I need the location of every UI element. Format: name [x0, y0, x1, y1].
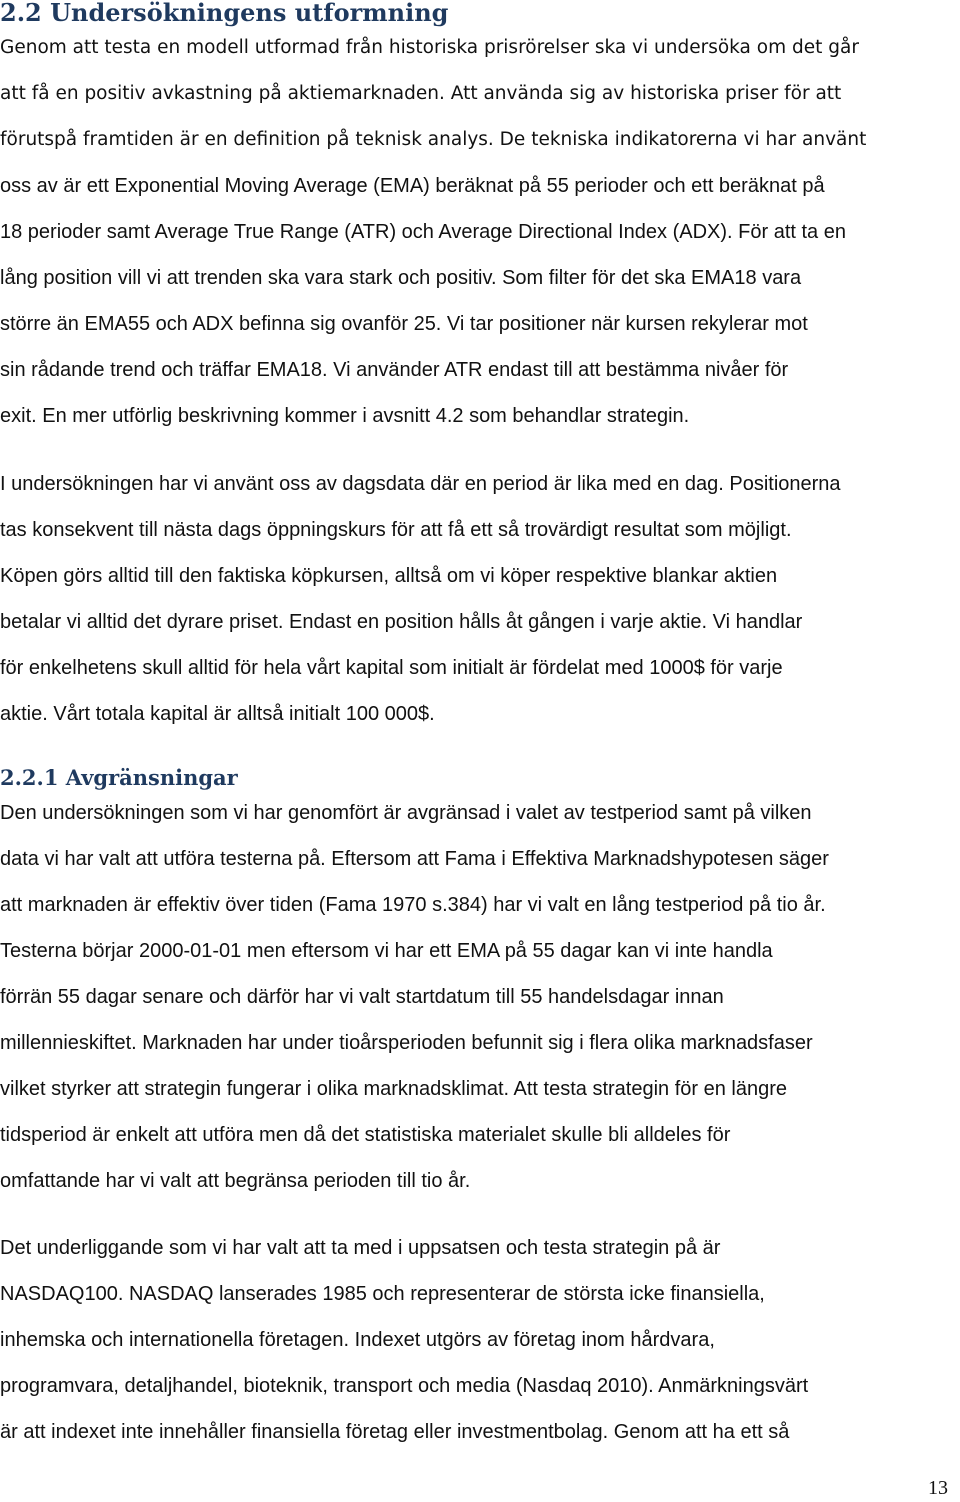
body-line: omfattande har vi valt att begränsa perioden till tio år. [0, 1170, 471, 1192]
body-line: förrän 55 dagar senare och därför har vi valt startdatum till 55 handelsdagar innan [0, 986, 724, 1008]
subsection-heading: 2.2.1 Avgränsningar [0, 765, 238, 790]
body-line: I undersökningen har vi använt oss av dagsdata där en period är lika med en dag. Positionerna [0, 473, 841, 495]
body-line: är att indexet inte innehåller finansiella företag eller investmentbolag. Genom att ha ett så [0, 1421, 790, 1443]
body-line: att få en positiv avkastning på aktiemarknaden. Att använda sig av historiska priser för att [0, 83, 842, 104]
body-line: aktie. Vårt totala kapital är alltså initialt 100 000$. [0, 703, 435, 725]
body-line: Den undersökningen som vi har genomfört är avgränsad i valet av testperiod samt på vilken [0, 802, 812, 824]
body-line: Det underliggande som vi har valt att ta med i uppsatsen och testa strategin på är [0, 1237, 721, 1259]
body-line: betalar vi alltid det dyrare priset. Endast en position hålls åt gången i varje aktie. Vi handlar [0, 611, 803, 633]
body-line: exit. En mer utförlig beskrivning kommer i avsnitt 4.2 som behandlar strategin. [0, 405, 690, 427]
body-line: millennieskiftet. Marknaden har under tioårsperioden befunnit sig i flera olika marknadsfaser [0, 1032, 813, 1054]
body-line: Testerna börjar 2000-01-01 men eftersom vi har ett EMA på 55 dagar kan vi inte handla [0, 940, 773, 962]
body-line: oss av är ett Exponential Moving Average (EMA) beräknat på 55 perioder och ett beräknat på [0, 175, 825, 197]
body-line: Genom att testa en modell utformad från historiska prisrörelser ska vi undersöka om det går [0, 37, 859, 58]
body-line: för enkelhetens skull alltid för hela vårt kapital som initialt är fördelat med 1000$ för varje [0, 657, 783, 679]
body-line: lång position vill vi att trenden ska vara stark och positiv. Som filter för det ska EMA18 vara [0, 267, 802, 289]
body-line: NASDAQ100. NASDAQ lanserades 1985 och representerar de största icke finansiella, [0, 1283, 765, 1305]
body-line: att marknaden är effektiv över tiden (Fama 1970 s.384) har vi valt en lång testperiod på tio år. [0, 894, 826, 916]
body-line: förutspå framtiden är en definition på teknisk analys. De tekniska indikatorerna vi har använt [0, 129, 867, 150]
body-line: tidsperiod är enkelt att utföra men då det statistiska materialet skulle bli alldeles för [0, 1124, 731, 1146]
body-line: vilket styrker att strategin fungerar i olika marknadsklimat. Att testa strategin för en längre [0, 1078, 788, 1100]
body-line: större än EMA55 och ADX befinna sig ovanför 25. Vi tar positioner när kursen rekylerar mot [0, 313, 808, 335]
body-line: 18 perioder samt Average True Range (ATR) och Average Directional Index (ADX). För att ta en [0, 221, 846, 243]
body-line: tas konsekvent till nästa dags öppningskurs för att få ett så trovärdigt resultat som möjligt. [0, 519, 792, 541]
page-number: 13 [928, 1477, 948, 1499]
body-line: sin rådande trend och träffar EMA18. Vi använder ATR endast till att bestämma nivåer för [0, 359, 789, 381]
body-line: data vi har valt att utföra testerna på. Eftersom att Fama i Effektiva Marknadshypotesen säger [0, 848, 829, 870]
body-line: inhemska och internationella företagen. Indexet utgörs av företag inom hårdvara, [0, 1329, 715, 1351]
body-line: Köpen görs alltid till den faktiska köpkursen, alltså om vi köper respektive blankar aktien [0, 565, 778, 587]
body-line: programvara, detaljhandel, bioteknik, transport och media (Nasdaq 2010). Anmärkningsvärt [0, 1375, 809, 1397]
section-heading: 2.2 Undersökningens utformning [0, 0, 449, 27]
